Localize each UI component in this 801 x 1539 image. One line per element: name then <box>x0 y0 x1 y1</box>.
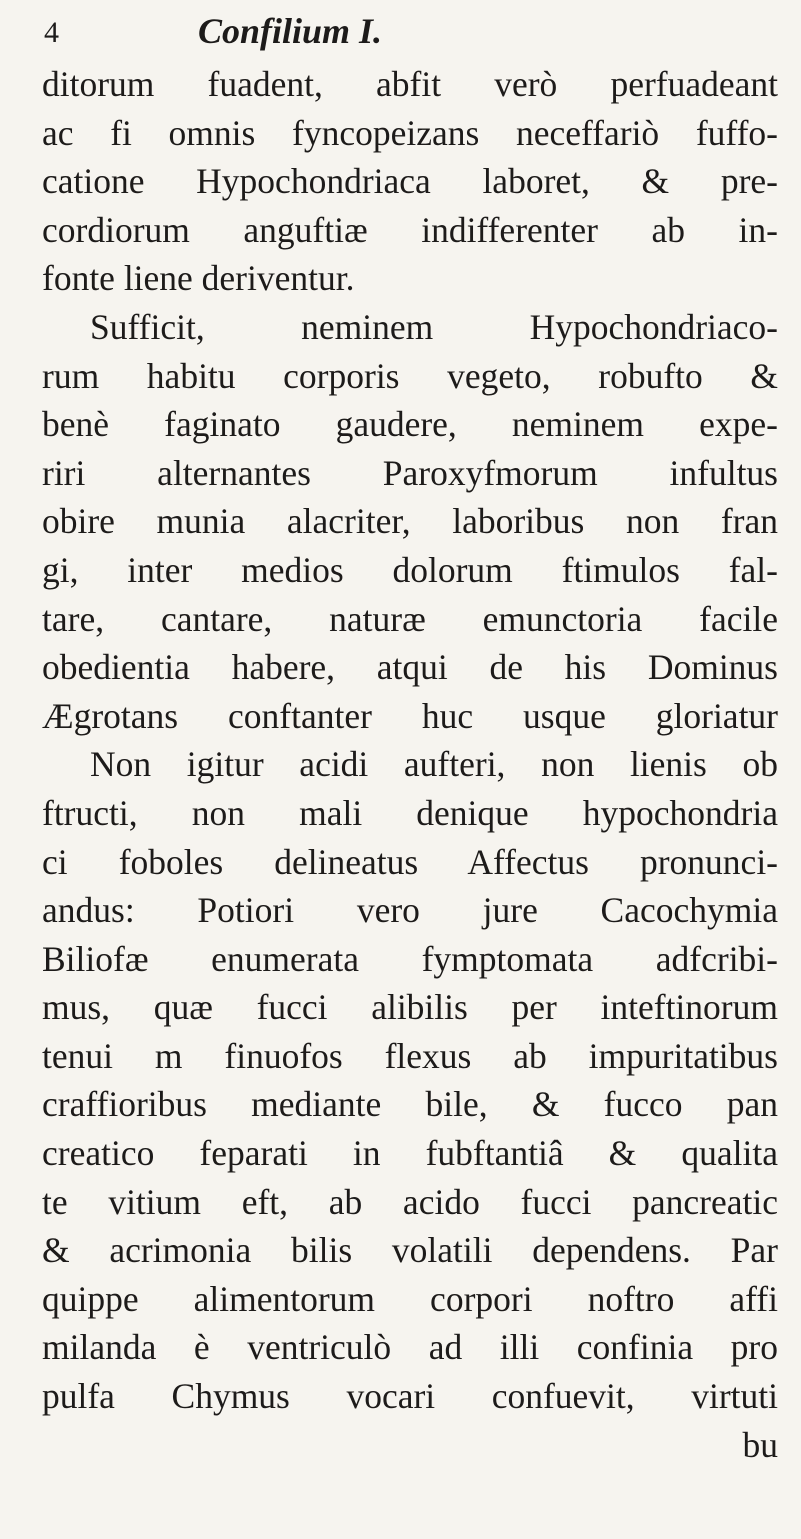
text-line: Ægrotans conftanter huc usque gloriatur <box>42 695 778 736</box>
text-line: ac fi omnis fyncopeizans neceffariò fuffo- <box>42 112 778 153</box>
text-line: pulfa Chymus vocari confuevit, virtuti <box>42 1376 778 1417</box>
text-line: fonte liene deriventur. <box>42 258 355 299</box>
text-line: catione Hypochondriaca laboret, & pre- <box>42 161 778 202</box>
text-line: ftructi, non mali denique hypochondria <box>42 792 778 833</box>
page-body <box>42 60 778 1469</box>
page-header <box>0 8 801 58</box>
text-line: Sufficit, neminem Hypochondriaco- <box>90 306 778 347</box>
text-line: mus, quæ fucci alibilis per inteftinorum <box>42 987 778 1028</box>
running-title: Confilium I. <box>198 11 383 51</box>
text-line: tare, cantare, naturæ emunctoria facile <box>42 598 778 639</box>
text-line: rum habitu corporis vegeto, robufto & <box>42 355 778 396</box>
text-line: riri alternantes Paroxyfmorum infultus <box>42 452 778 493</box>
text-line: tenui m finuofos flexus ab impuritatibus <box>42 1035 778 1076</box>
text-line: obire munia alacriter, laboribus non fran <box>42 501 778 542</box>
text-line: gi, inter medios dolorum ftimulos fal- <box>42 549 778 590</box>
text-line: andus: Potiori vero jure Cacochymia <box>42 890 778 931</box>
text-line: creatico feparati in fubftantiâ & qualita <box>42 1133 778 1174</box>
text-line: benè faginato gaudere, neminem expe- <box>42 404 778 445</box>
page-number: 4 <box>44 16 59 49</box>
text-line: Non igitur acidi aufteri, non lienis ob <box>90 744 778 785</box>
text-line: ditorum fuadent, abfit verò perfuadeant <box>42 64 778 104</box>
text-line: Biliofæ enumerata fymptomata adfcribi- <box>42 938 778 979</box>
text-line: & acrimonia bilis volatili dependens. Par <box>42 1230 778 1271</box>
text-line: ci foboles delineatus Affectus pronunci- <box>42 841 778 882</box>
text-line: te vitium eft, ab acido fucci pancreatic <box>42 1181 778 1222</box>
text-line: cordiorum anguftiæ indifferenter ab in- <box>42 209 778 250</box>
text-line: milanda è ventriculò ad illi confinia pro <box>42 1327 778 1368</box>
text-line: craffioribus mediante bile, & fucco pan <box>42 1084 778 1125</box>
catchword: bu <box>742 1424 778 1465</box>
text-line: obedientia habere, atqui de his Dominus <box>42 647 778 688</box>
text-line: quippe alimentorum corpori noftro affi <box>42 1278 778 1319</box>
